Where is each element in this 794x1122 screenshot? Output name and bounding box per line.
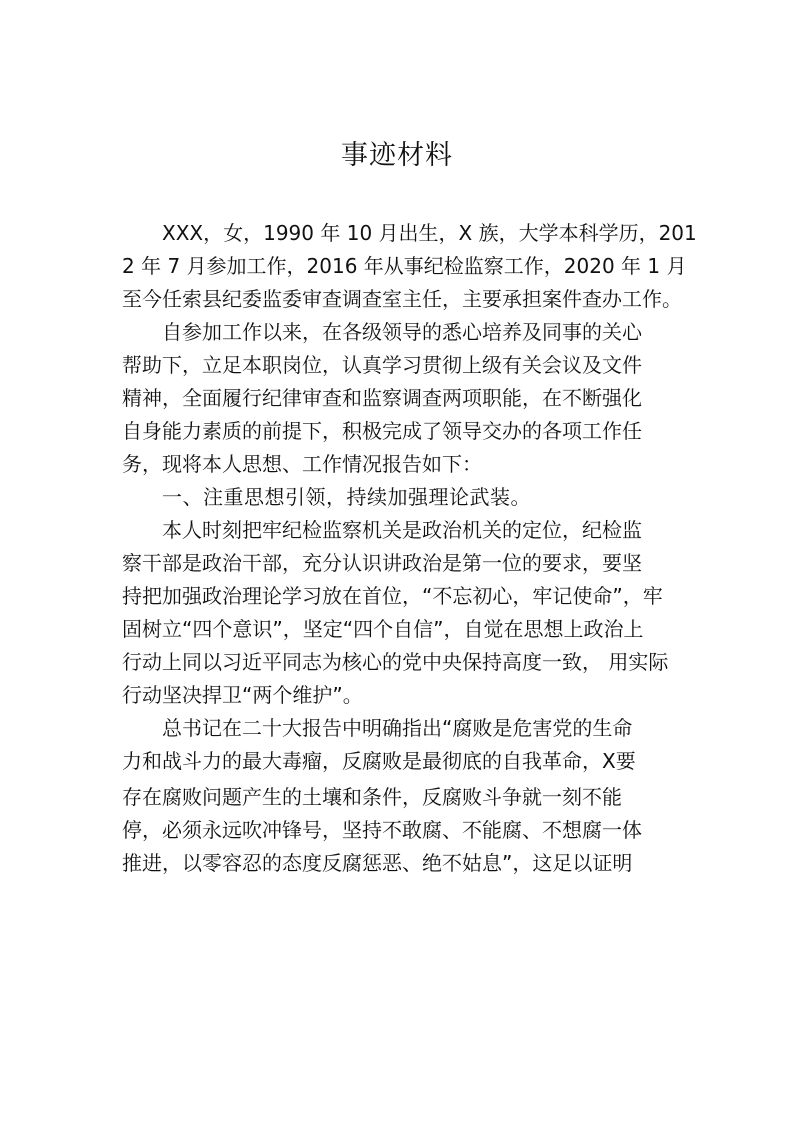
paragraph-line: 本人时刻把牢纪检监察机关是政治机关的定位，纪检监 [162,518,642,542]
document-title: 事迹材料 [341,140,453,171]
paragraph-line: 推进，以零容忍的态度反腐惩恶、绝不姑息”，这足以证明 [122,851,633,875]
section-heading: 一、注重思想引领，持续加强理论武装。 [162,485,531,509]
paragraph-line: 2 年 7 月参加工作，2016 年从事纪检监察工作，2020 年 1 月 [122,254,687,278]
paragraph-line: 务，现将本人思想、工作情况报告如下： [122,452,482,476]
paragraph-line: 至今任索县纪委监委审查调查室主任，主要承担案件查办工作。 [122,287,682,311]
paragraph-line: 存在腐败问题产生的土壤和条件，反腐败斗争就一刻不能 [122,785,622,809]
paragraph-line: 帮助下，立足本职岗位，认真学习贯彻上级有关会议及文件 [122,353,642,377]
paragraph-line: XXX，女，1990 年 10 月出生，X 族，大学本科学历，201 [162,221,697,245]
paragraph-line: 行动上同以习近平同志为核心的党中央保持高度一致， 用实际 [122,650,669,674]
paragraph-line: 察干部是政治干部，充分认识讲政治是第一位的要求，要坚 [122,551,642,575]
paragraph-line: 停，必须永远吹冲锋号，坚持不敢腐、不能腐、不想腐一体 [122,818,642,842]
paragraph-line: 精神，全面履行纪律审查和监察调查两项职能，在不断强化 [122,386,642,410]
paragraph-line: 行动坚决捍卫“两个维护”。 [122,683,363,707]
paragraph-line: 自身能力素质的前提下，积极完成了领导交办的各项工作任 [122,419,642,443]
paragraph-line: 持把加强政治理论学习放在首位，“不忘初心，牢记使命”，牢 [122,584,663,608]
paragraph-line: 固树立“四个意识”，坚定“四个自信”，自觉在思想上政治上 [122,617,644,641]
paragraph-line: 自参加工作以来，在各级领导的悉心培养及同事的关心 [162,320,642,344]
paragraph-line: 力和战斗力的最大毒瘤，反腐败是最彻底的自我革命，X要 [122,749,636,773]
paragraph-line: 总书记在二十大报告中明确指出“腐败是危害党的生命 [162,716,633,740]
